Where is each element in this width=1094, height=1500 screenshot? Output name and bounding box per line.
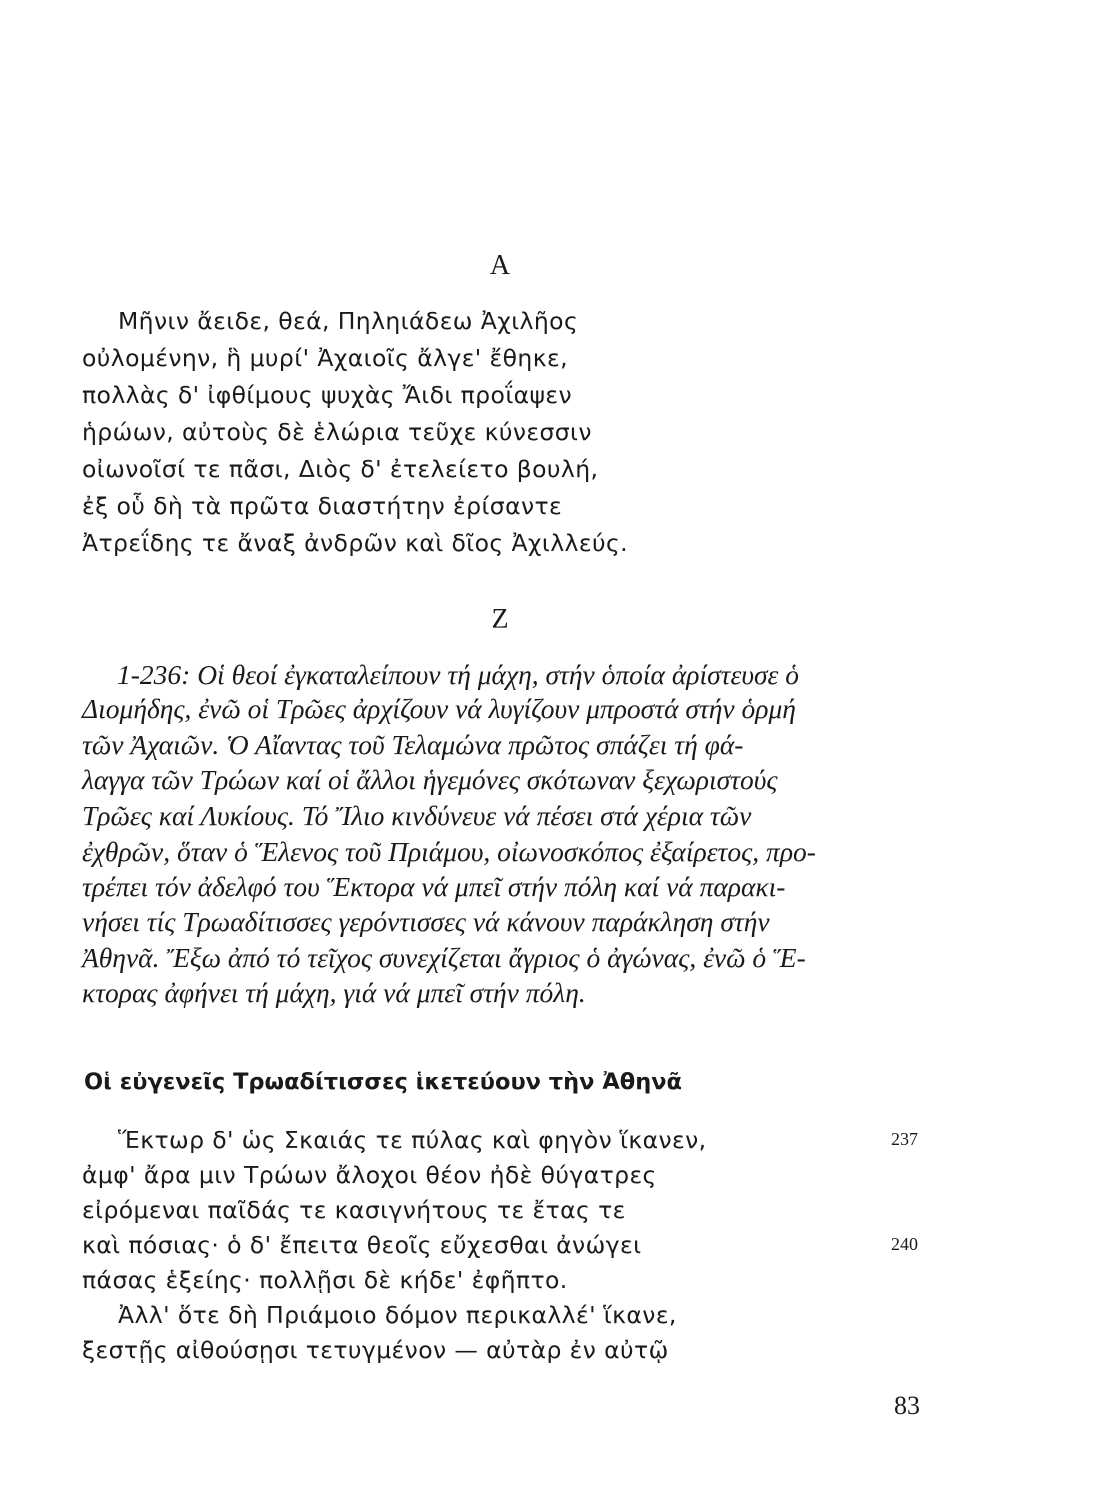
summary-line: τῶν Ἀχαιῶν. Ὁ Αἴαντας τοῦ Τελαμώνα πρῶτος σπάζει τή φά- xyxy=(82,729,744,760)
summary-line: Διομήδης, ἐνῶ οἱ Τρῶες ἀρχίζουν νά λυγίζουν μπροστά στήν ὁρμή xyxy=(82,693,796,724)
book-z-heading: Ζ xyxy=(491,604,509,635)
summary-line: Τρῶες καί Λυκίους. Τό Ἴλιο κινδύνευε νά πέσει στά χέρια τῶν xyxy=(82,800,752,831)
summary-line: τρέπει τόν ἀδελφό του Ἕκτορα νά μπεῖ στήν πόλη καί νά παρακι- xyxy=(82,871,786,902)
verse-line: πολλὰς δ' ἰφθίμους ψυχὰς Ἄιδι προΐαψεν xyxy=(82,381,573,409)
verse-line: Ἀτρεΐδης τε ἄναξ ἀνδρῶν καὶ δῖος Ἀχιλλεύς. xyxy=(82,529,629,557)
verse-line: καὶ πόσιας· ὁ δ' ἔπειτα θεοῖς εὔχεσθαι ἀνώγει xyxy=(82,1231,642,1259)
verse-line: ἐξ οὗ δὴ τὰ πρῶτα διαστήτην ἐρίσαντε xyxy=(82,492,563,520)
summary-line: κτορας ἀφήνει τή μάχη, γιά νά μπεῖ στήν πόλη. xyxy=(82,977,586,1008)
line-number: 240 xyxy=(891,1234,918,1254)
summary-line: λαγγα τῶν Τρώων καί οἱ ἄλλοι ἡγεμόνες σκότωναν ξεχωριστούς xyxy=(82,764,778,795)
verse-line: πάσας ἑξείης· πολλῇσι δὲ κήδε' ἐφῆπτο. xyxy=(82,1266,568,1294)
verse-line: εἰρόμεναι παῖδάς τε κασιγνήτους τε ἔτας τε xyxy=(82,1196,626,1224)
verse-line: ξεστῇς αἰθούσῃσι τετυγμένον — αὐτὰρ ἐν αὐτῷ xyxy=(82,1336,669,1364)
verse-line: Μῆνιν ἄειδε, θεά, Πηληιάδεω Ἀχιλῆος xyxy=(118,307,579,335)
verse-line: Ἀλλ' ὅτε δὴ Πριάμοιο δόμον περικαλλέ' ἵκανε, xyxy=(118,1301,677,1329)
book-a-heading: Α xyxy=(489,250,511,281)
summary-line: νήσει τίς Τρωαδίτισσες γερόντισσες νά κάνουν παράκληση στήν xyxy=(82,906,770,937)
line-number: 237 xyxy=(891,1129,918,1149)
verse-line: ἡρώων, αὐτοὺς δὲ ἑλώρια τεῦχε κύνεσσιν xyxy=(82,418,592,446)
verse-line: ἀμφ' ἄρα μιν Τρώων ἄλοχοι θέον ἠδὲ θύγατρες xyxy=(82,1161,657,1189)
summary-line: ἐχθρῶν, ὅταν ὁ Ἕλενος τοῦ Πριάμου, οἰωνοσκόπος ἐξαίρετος, προ- xyxy=(82,836,816,867)
summary-line: 1-236: Οἱ θεοί ἐγκαταλείπουν τή μάχη, στήν ὁποία ἀρίστευσε ὁ xyxy=(117,659,799,690)
page-number: 83 xyxy=(894,1391,920,1420)
verse-line: οὐλομένην, ἣ μυρί' Ἀχαιοῖς ἄλγε' ἔθηκε, xyxy=(82,344,568,372)
summary-line: Ἀθηνᾶ. Ἔξω ἀπό τό τεῖχος συνεχίζεται ἄγριος ὁ ἀγώνας, ἐνῶ ὁ Ἕ- xyxy=(82,942,806,973)
section-title: Οἱ εὐγενεῖς Τρωαδίτισσες ἱκετεύουν τὴν Ἀθηνᾶ xyxy=(84,1069,683,1095)
verse-line: Ἕκτωρ δ' ὡς Σκαιάς τε πύλας καὶ φηγὸν ἵκανεν, xyxy=(118,1126,707,1154)
verse-line: οἰωνοῖσί τε πᾶσι, Διὸς δ' ἐτελείετο βουλή, xyxy=(82,455,599,483)
